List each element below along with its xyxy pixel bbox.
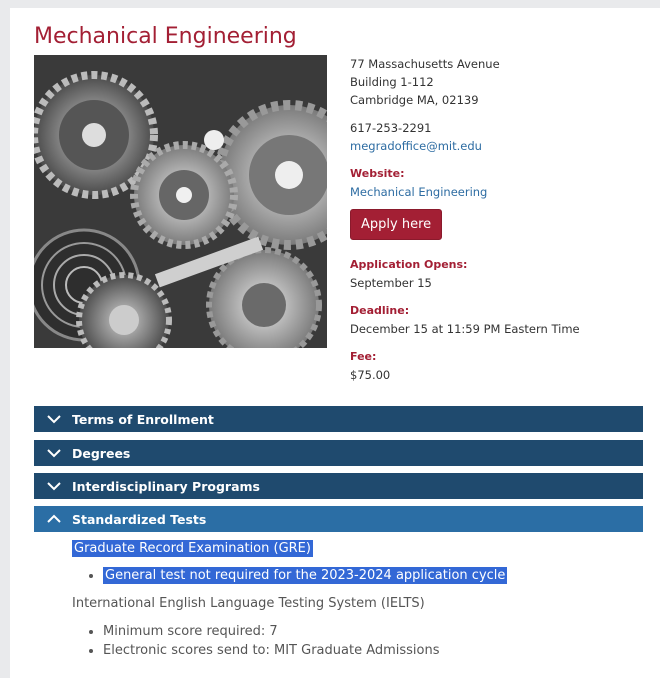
address-line-1: 77 Massachusetts Avenue <box>350 57 500 71</box>
website-link[interactable]: Mechanical Engineering <box>350 185 488 199</box>
accordion-label: Standardized Tests <box>72 511 207 527</box>
gre-list <box>72 566 642 585</box>
address-line-2: Building 1-112 <box>350 75 434 89</box>
chevron-down-icon <box>46 445 62 461</box>
application-opens-value: September 15 <box>350 276 432 290</box>
accordion-label: Degrees <box>72 445 131 461</box>
chevron-up-icon <box>46 511 62 527</box>
contact-block <box>350 119 650 155</box>
standardized-tests-panel <box>72 541 642 660</box>
fee-value: $75.00 <box>350 368 391 382</box>
email-link[interactable]: megradoffice@mit.edu <box>350 139 482 153</box>
apply-button[interactable]: Apply here <box>350 209 442 240</box>
list-item: • Electronic scores send to: MIT Graduate Admissions <box>103 641 642 660</box>
list-item: • Minimum score required: 7 <box>103 622 642 641</box>
deadline-label: Deadline: <box>350 304 410 317</box>
gre-item-text: General test not required for the 2023-2024 application cycle <box>105 568 506 583</box>
deadline-value: December 15 at 11:59 PM Eastern Time <box>350 322 580 336</box>
program-card <box>10 8 660 678</box>
chevron-down-icon <box>46 411 62 427</box>
website-label: Website: <box>350 167 405 180</box>
application-opens-label: Application Opens: <box>350 258 468 271</box>
accordion-label: Interdisciplinary Programs <box>72 478 260 494</box>
chevron-down-icon <box>46 478 62 494</box>
accordion-interdisciplinary-programs[interactable] <box>34 473 643 499</box>
program-info <box>350 55 650 384</box>
accordion-degrees[interactable] <box>34 440 643 466</box>
address-line-3: Cambridge MA, 02139 <box>350 93 479 107</box>
ielts-title: International English Language Testing System (IELTS) <box>72 596 425 611</box>
accordion-label: Terms of Enrollment <box>72 411 214 427</box>
ielts-list <box>72 622 642 660</box>
accordion-standardized-tests[interactable] <box>34 506 643 532</box>
page-title: Mechanical Engineering <box>34 24 297 49</box>
address-block <box>350 55 650 109</box>
accordion-terms-of-enrollment[interactable] <box>34 406 643 432</box>
list-item <box>103 566 642 585</box>
gre-title: Graduate Record Examination (GRE) <box>74 541 311 556</box>
fee-label: Fee: <box>350 350 377 363</box>
gears-image-icon <box>34 55 327 348</box>
program-image <box>34 55 327 348</box>
phone-number: 617-253-2291 <box>350 121 432 135</box>
